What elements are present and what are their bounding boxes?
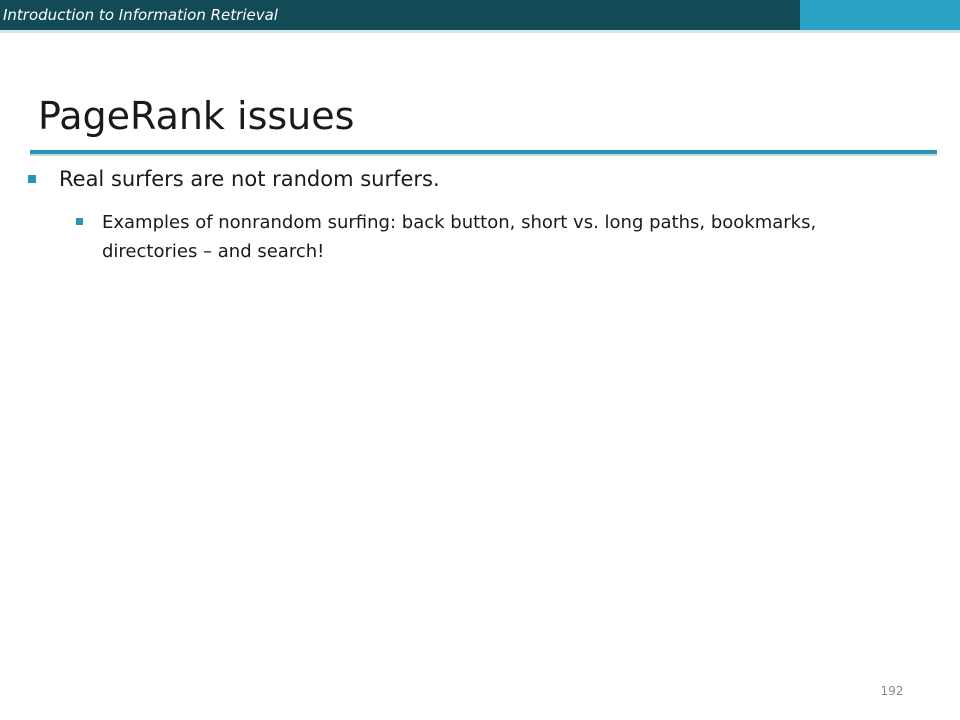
- square-bullet-icon: [28, 175, 36, 183]
- sub-bullet-text: Examples of nonrandom surfing: back button, short vs. long paths, bookmarks, directories – and search!: [102, 212, 817, 262]
- header-divider: [0, 30, 960, 33]
- title-underline-shadow: [30, 154, 937, 156]
- square-bullet-icon: [76, 218, 83, 225]
- sub-bullet-item: [76, 208, 896, 266]
- course-title: Introduction to Information Retrieval: [3, 6, 278, 24]
- bullet-item: [28, 164, 928, 194]
- bullet-text: Real surfers are not random surfers.: [59, 167, 440, 191]
- header-bar: [0, 0, 800, 30]
- page-number: 192: [880, 684, 904, 698]
- header-accent-block: [800, 0, 960, 30]
- slide-title: PageRank issues: [38, 94, 355, 138]
